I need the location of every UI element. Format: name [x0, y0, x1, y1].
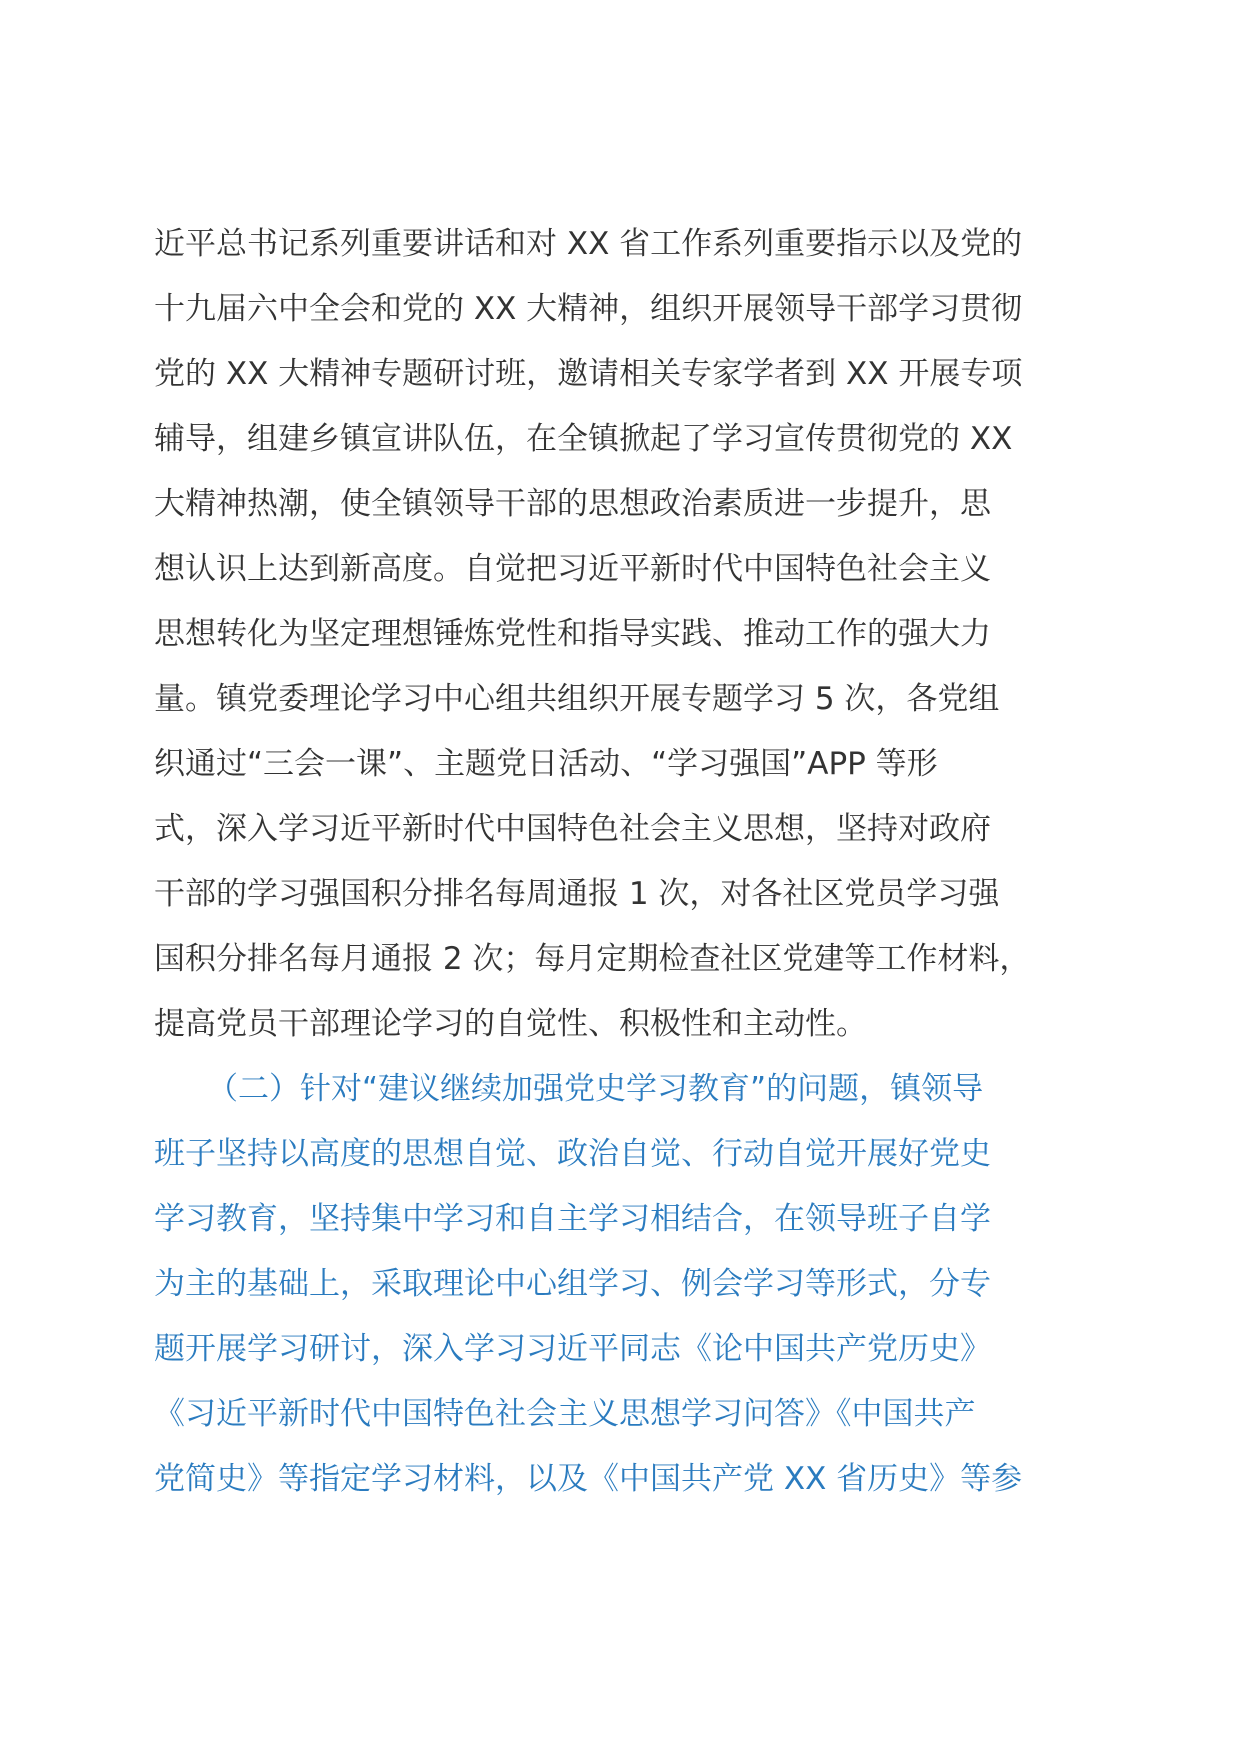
document-body: [154, 212, 1089, 1512]
paragraph-1-line-7: 思想转化为坚定理想锤炼党性和指导实践、推动工作的强大力: [154, 616, 991, 652]
paragraph-1-line-4: 辅导，组建乡镇宣讲队伍，在全镇掀起了学习宣传贯彻党的 XX: [154, 421, 1013, 457]
paragraph-1-line-5: 大精神热潮，使全镇领导干部的思想政治素质进一步提升，思: [154, 486, 991, 522]
paragraph-1-line-11: 干部的学习强国积分排名每周通报 1 次，对各社区党员学习强: [154, 876, 1000, 912]
paragraph-1: [154, 212, 1089, 1057]
paragraph-1-line-13: 提高党员干部理论学习的自觉性、积极性和主动性。: [154, 1006, 867, 1042]
paragraph-2-line-6: 《习近平新时代中国特色社会主义思想学习问答》《中国共产: [154, 1396, 976, 1432]
paragraph-1-line-1: 近平总书记系列重要讲话和对 XX 省工作系列重要指示以及党的: [154, 226, 1023, 262]
paragraph-1-line-12: 国积分排名每月通报 2 次；每月定期检查社区党建等工作材料，: [154, 941, 1031, 977]
paragraph-2-line-1: （二）针对“建议继续加强党史学习教育”的问题，镇领导: [207, 1071, 984, 1107]
paragraph-2: [154, 1057, 1089, 1512]
paragraph-1-line-8: 量。镇党委理论学习中心组共组织开展专题学习 5 次，各党组: [154, 681, 1000, 717]
paragraph-1-line-10: 式，深入学习近平新时代中国特色社会主义思想，坚持对政府: [154, 811, 991, 847]
paragraph-1-line-3: 党的 XX 大精神专题研讨班，邀请相关专家学者到 XX 开展专项: [154, 356, 1023, 392]
paragraph-2-line-4: 为主的基础上，采取理论中心组学习、例会学习等形式，分专: [154, 1266, 991, 1302]
paragraph-1-line-9: 织通过“三会一课”、主题党日活动、“学习强国”APP 等形: [154, 746, 938, 782]
paragraph-1-line-2: 十九届六中全会和党的 XX 大精神，组织开展领导干部学习贯彻: [154, 291, 1023, 327]
paragraph-2-line-2: 班子坚持以高度的思想自觉、政治自觉、行动自觉开展好党史: [154, 1136, 991, 1172]
paragraph-2-line-5: 题开展学习研讨，深入学习习近平同志《论中国共产党历史》: [154, 1331, 991, 1367]
paragraph-2-line-7: 党简史》等指定学习材料，以及《中国共产党 XX 省历史》等参: [154, 1461, 1023, 1497]
paragraph-2-line-3: 学习教育，坚持集中学习和自主学习相结合，在领导班子自学: [154, 1201, 991, 1237]
paragraph-1-line-6: 想认识上达到新高度。自觉把习近平新时代中国特色社会主义: [154, 551, 991, 587]
